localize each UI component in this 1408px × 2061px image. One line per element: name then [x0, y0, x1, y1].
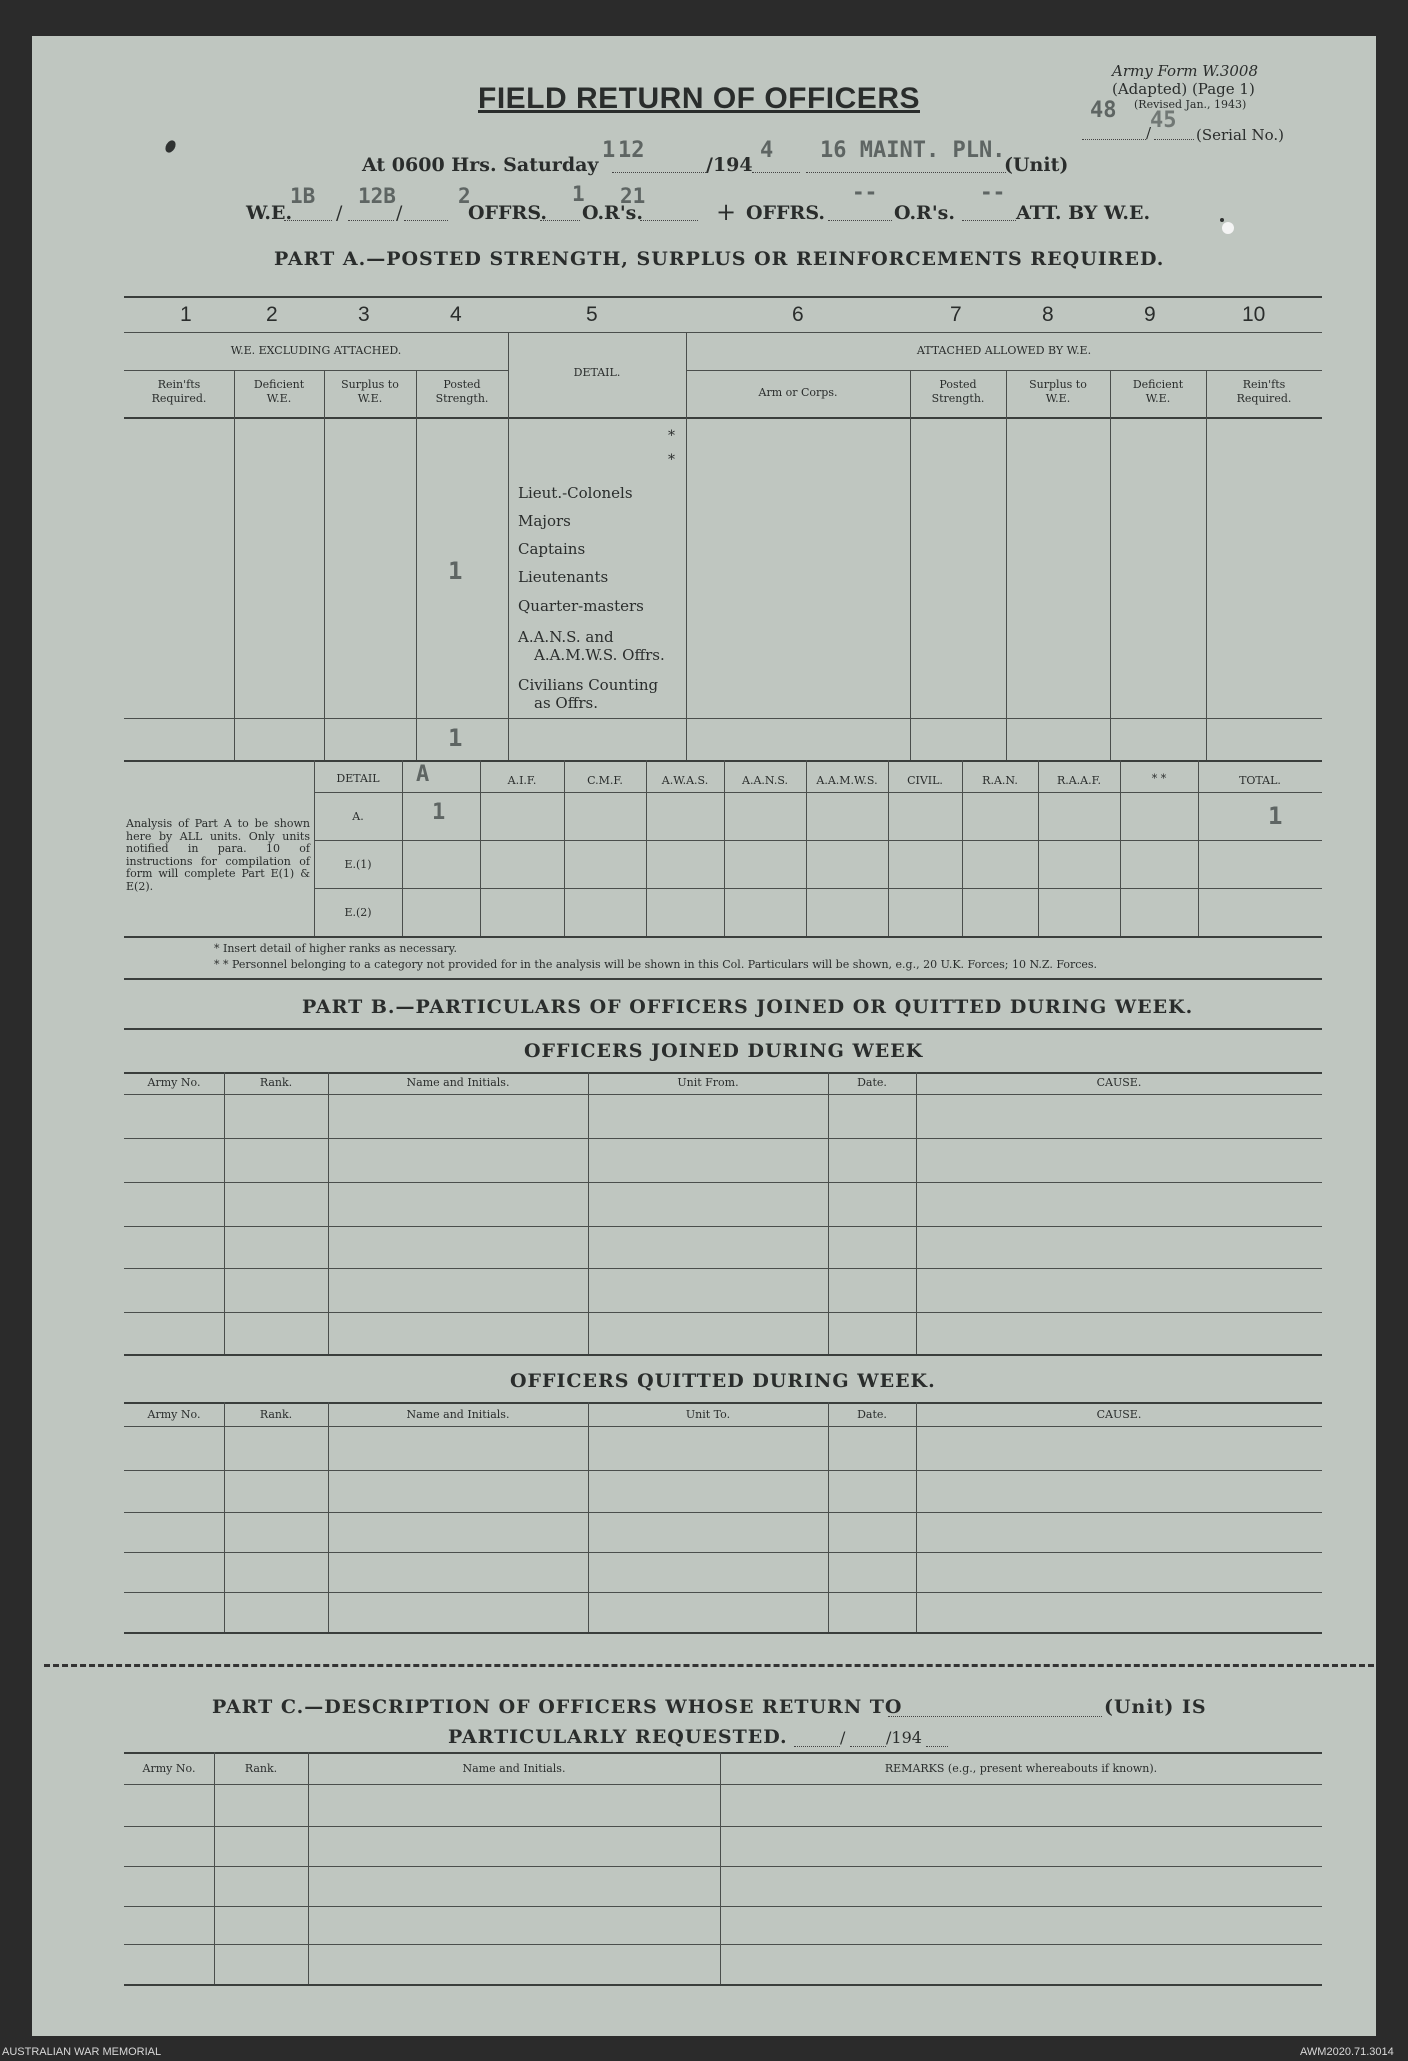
joined-col-date: Date. — [857, 1076, 887, 1089]
joined-col-unit-from: Unit From. — [677, 1076, 739, 1089]
quitted-col-army-no: Army No. — [147, 1408, 201, 1421]
part-c-date-line-2 — [850, 1746, 886, 1747]
quitted-vline — [224, 1402, 225, 1632]
quitted-row-rule — [124, 1592, 1322, 1593]
quitted-row-rule — [124, 1512, 1322, 1513]
part-a-bottom-rule — [124, 760, 1322, 762]
we-line-3 — [404, 220, 448, 221]
part-b-rule — [124, 1028, 1322, 1030]
joined-bottom-rule — [124, 1354, 1322, 1356]
punch-hole — [1222, 222, 1234, 234]
total-posted-value: 1 — [448, 724, 463, 752]
we-value-2: 12B — [358, 184, 396, 208]
col-num-5: 5 — [586, 303, 598, 326]
part-c-year: /194 — [886, 1728, 922, 1747]
rank-quarter-masters: Quarter-masters — [518, 597, 644, 615]
ors2-value: -- — [980, 180, 1006, 204]
col-num-8: 8 — [1042, 303, 1054, 326]
part-a-header-rule — [124, 332, 1322, 333]
joined-vline — [328, 1072, 329, 1354]
col-num-3: 3 — [358, 303, 370, 326]
quitted-vline — [328, 1402, 329, 1632]
analysis-vline — [402, 760, 403, 936]
part-c-date-line-1 — [794, 1746, 840, 1747]
quitted-bottom-rule — [124, 1632, 1322, 1634]
part-a-vline — [416, 370, 417, 760]
rank-civilians-2: as Offrs. — [534, 694, 598, 712]
part-a-heading: PART A.—POSTED STRENGTH, SURPLUS OR REINFORCEMENTS REQUIRED. — [274, 248, 1165, 270]
joined-vline — [588, 1072, 589, 1354]
part-c-col-name: Name and Initials. — [462, 1762, 566, 1775]
col-num-1: 1 — [180, 303, 192, 326]
analysis-note: Analysis of Part A to be shown here by ALL units. Only units notified in para. 10 of instructions for compilation of form will complete Part E(1) & E(2). — [126, 817, 310, 893]
analysis-detail-value: A — [416, 762, 430, 787]
quitted-vline — [828, 1402, 829, 1632]
part-a-vline — [508, 332, 509, 760]
analysis-vline — [1120, 760, 1121, 936]
ink-mark — [1220, 218, 1224, 222]
col-reinfts-required: Rein'fts Required. — [151, 378, 207, 405]
joined-row-rule — [124, 1268, 1322, 1269]
we-line-2 — [348, 220, 394, 221]
plus-sign: + — [716, 198, 737, 226]
we-excluding-header: W.E. EXCLUDING ATTACHED. — [230, 344, 402, 357]
quitted-col-cause: CAUSE. — [1096, 1408, 1142, 1421]
footnote-1: * Insert detail of higher ranks as necessary. — [214, 942, 458, 955]
serial-line-2 — [1154, 139, 1194, 140]
rank-captains: Captains — [518, 540, 586, 558]
col-num-9: 9 — [1144, 303, 1156, 326]
ors-line — [640, 220, 698, 221]
col-num-2: 2 — [266, 303, 278, 326]
joined-vline — [224, 1072, 225, 1354]
quitted-row-rule — [124, 1552, 1322, 1553]
quitted-vline — [588, 1402, 589, 1632]
offrs-label: OFFRS. — [468, 202, 547, 224]
joined-row-rule — [124, 1226, 1322, 1227]
ors2-label: O.R's. — [894, 202, 955, 224]
col-att-posted-strength: Posted Strength. — [931, 378, 985, 405]
year-line — [752, 172, 800, 173]
analysis-col-aans: A.A.N.S. — [742, 774, 788, 787]
unit-line — [806, 172, 1006, 173]
offrs-line — [540, 220, 580, 221]
analysis-row-rule — [314, 840, 1322, 841]
analysis-col-ran: R.A.N. — [982, 774, 1018, 787]
part-a-vline — [234, 370, 235, 760]
joined-row-rule — [124, 1312, 1322, 1313]
rank-majors: Majors — [518, 512, 571, 530]
col-arm-corps: Arm or Corps. — [758, 386, 838, 399]
analysis-row-e1: E.(1) — [344, 858, 372, 871]
part-a-vline — [910, 370, 911, 760]
analysis-bottom-rule — [124, 936, 1322, 938]
part-c-slash: / — [840, 1728, 846, 1747]
analysis-col-awas: A.W.A.S. — [661, 774, 709, 787]
year-label: /194 — [706, 154, 753, 176]
footnote-2: * * Personnel belonging to a category not provided for in the analysis will be shown in this Col. Particulars will be shown, e.g., 20 U.K. Forces; 10 N.Z. Forces. — [214, 958, 1098, 971]
part-c-col-remarks: REMARKS (e.g., present whereabouts if known). — [884, 1762, 1158, 1775]
offrs2-value: -- — [852, 180, 878, 204]
part-c-unit-label: (Unit) IS — [1104, 1696, 1207, 1718]
month-value: 4 — [760, 138, 774, 163]
joined-vline — [828, 1072, 829, 1354]
lieutenants-posted-value: 1 — [448, 557, 463, 585]
army-form-label: Army Form W.3008 — [1112, 62, 1258, 80]
joined-row-rule — [124, 1138, 1322, 1139]
analysis-row-a: A. — [352, 810, 364, 823]
offrs2-label: OFFRS. — [746, 202, 825, 224]
quitted-vline — [916, 1402, 917, 1632]
part-a-vline — [1110, 370, 1111, 760]
col-att-surplus-we: Surplus to W.E. — [1029, 378, 1087, 405]
part-c-header-rule — [124, 1784, 1322, 1785]
perforation-line — [44, 1664, 1374, 1667]
part-a-end-rule — [124, 978, 1322, 980]
offrs2-line — [828, 220, 892, 221]
analysis-col-civil: CIVIL. — [907, 774, 943, 787]
col-num-7: 7 — [950, 303, 962, 326]
part-a-vline — [1206, 370, 1207, 760]
analysis-row-a-value: 1 — [432, 800, 446, 825]
quitted-col-date: Date. — [857, 1408, 887, 1421]
serial-value-1: 48 — [1090, 98, 1117, 123]
date-line — [612, 172, 708, 173]
adapted-label: (Adapted) (Page 1) — [1112, 80, 1255, 98]
quitted-heading: OFFICERS QUITTED DURING WEEK. — [510, 1370, 936, 1392]
analysis-col-aif: A.I.F. — [507, 774, 537, 787]
analysis-col-other: * * — [1151, 772, 1167, 785]
joined-col-name: Name and Initials. — [406, 1076, 510, 1089]
part-c-col-army-no: Army No. — [142, 1762, 196, 1775]
part-c-top-rule — [124, 1752, 1322, 1754]
quitted-col-name: Name and Initials. — [406, 1408, 510, 1421]
serial-label: (Serial No.) — [1196, 126, 1284, 144]
quitted-row-rule — [124, 1470, 1322, 1471]
detail-header: DETAIL. — [573, 366, 621, 379]
analysis-row-rule — [314, 888, 1322, 889]
analysis-col-cmf: C.M.F. — [587, 774, 623, 787]
rank-aans: A.A.N.S. and — [518, 628, 614, 646]
we-subheader-rule — [124, 370, 508, 371]
part-c-row-rule — [124, 1826, 1322, 1827]
analysis-row-e2: E.(2) — [344, 906, 372, 919]
attached-header: ATTACHED ALLOWED BY W.E. — [916, 344, 1092, 357]
col-att-deficient-we: Deficient W.E. — [1132, 378, 1184, 405]
analysis-header-rule — [314, 792, 1322, 793]
month-struck-value: 12 — [618, 138, 645, 163]
col-deficient-we: Deficient W.E. — [253, 378, 305, 405]
analysis-col-aamws: A.A.M.W.S. — [816, 774, 878, 787]
part-c-date-line-3 — [926, 1746, 948, 1747]
joined-top-rule — [124, 1072, 1322, 1074]
part-c-vline — [720, 1752, 721, 1984]
part-c-heading-2: PARTICULARLY REQUESTED. — [448, 1726, 788, 1748]
analysis-row-a-total: 1 — [1268, 802, 1283, 830]
we-line-1 — [284, 220, 332, 221]
footer-accession: AWM2020.71.3014 — [1300, 2046, 1394, 2058]
ors-label: O.R's. — [582, 202, 643, 224]
col-num-4: 4 — [450, 303, 462, 326]
col-header-bottom-rule — [124, 417, 1322, 419]
time-label: At 0600 Hrs. Saturday — [362, 154, 599, 176]
unit-label: (Unit) — [1004, 154, 1069, 176]
quitted-top-rule — [124, 1402, 1322, 1404]
joined-row-rule — [124, 1182, 1322, 1183]
part-a-top-rule — [124, 296, 1322, 298]
star-marker: * — [668, 428, 675, 444]
col-att-reinfts-required: Rein'fts Required. — [1236, 378, 1292, 405]
joined-vline — [916, 1072, 917, 1354]
col-surplus-we: Surplus to W.E. — [341, 378, 399, 405]
part-c-row-rule — [124, 1866, 1322, 1867]
serial-value-2: 45 — [1150, 108, 1177, 133]
rank-aamws: A.A.M.W.S. Offrs. — [534, 646, 665, 664]
offrs-value: 2 — [458, 184, 471, 208]
part-c-bottom-rule — [124, 1984, 1322, 1986]
part-c-vline — [214, 1752, 215, 1984]
we-slash-2: / — [396, 202, 403, 224]
rank-civilians: Civilians Counting — [518, 676, 659, 694]
joined-col-army-no: Army No. — [147, 1076, 201, 1089]
revised-label: (Revised Jan., 1943) — [1134, 98, 1247, 111]
rank-lieut-colonels: Lieut.-Colonels — [518, 484, 633, 502]
we-label: W.E. — [246, 202, 293, 224]
quitted-col-rank: Rank. — [259, 1408, 293, 1421]
quitted-col-unit-to: Unit To. — [685, 1408, 731, 1421]
we-slash-1: / — [336, 202, 343, 224]
joined-header-rule — [124, 1094, 1322, 1095]
total-row-top-rule — [124, 718, 1322, 719]
serial-slash: / — [1146, 124, 1152, 142]
footer-credit: AUSTRALIAN WAR MEMORIAL — [2, 2046, 162, 2058]
part-a-vline — [1006, 370, 1007, 760]
serial-line-1 — [1082, 139, 1146, 140]
analysis-col-raaf: R.A.A.F. — [1056, 774, 1102, 787]
part-a-vline — [324, 370, 325, 760]
att-label: ATT. BY W.E. — [1016, 202, 1151, 224]
part-c-row-rule — [124, 1906, 1322, 1907]
unit-value: 16 MAINT. PLN. — [820, 138, 1006, 163]
we-value-1: 1B — [290, 184, 316, 208]
joined-col-rank: Rank. — [259, 1076, 293, 1089]
analysis-col-total: TOTAL. — [1239, 774, 1281, 787]
ors-value-2: 21 — [620, 184, 646, 208]
part-c-col-rank: Rank. — [244, 1762, 278, 1775]
rank-lieutenants: Lieutenants — [518, 568, 609, 586]
quitted-header-rule — [124, 1426, 1322, 1427]
col-num-6: 6 — [792, 303, 804, 326]
part-c-heading: PART C.—DESCRIPTION OF OFFICERS WHOSE RETURN TO — [212, 1696, 903, 1718]
col-num-10: 10 — [1242, 303, 1266, 326]
att-subheader-rule — [686, 370, 1322, 371]
ors-value: 1 — [572, 182, 585, 206]
analysis-detail-label: DETAIL — [336, 772, 380, 785]
part-b-heading: PART B.—PARTICULARS OF OFFICERS JOINED OR QUITTED DURING WEEK. — [302, 996, 1194, 1018]
part-c-row-rule — [124, 1944, 1322, 1945]
day-value: 1 — [602, 138, 616, 163]
joined-heading: OFFICERS JOINED DURING WEEK — [524, 1040, 924, 1062]
page-title: FIELD RETURN OF OFFICERS — [478, 82, 920, 115]
star-marker: * — [668, 452, 675, 468]
joined-col-cause: CAUSE. — [1096, 1076, 1142, 1089]
col-posted-strength: Posted Strength. — [435, 378, 489, 405]
part-c-unit-line — [888, 1716, 1102, 1717]
part-c-vline — [308, 1752, 309, 1984]
ors2-line — [962, 220, 1016, 221]
